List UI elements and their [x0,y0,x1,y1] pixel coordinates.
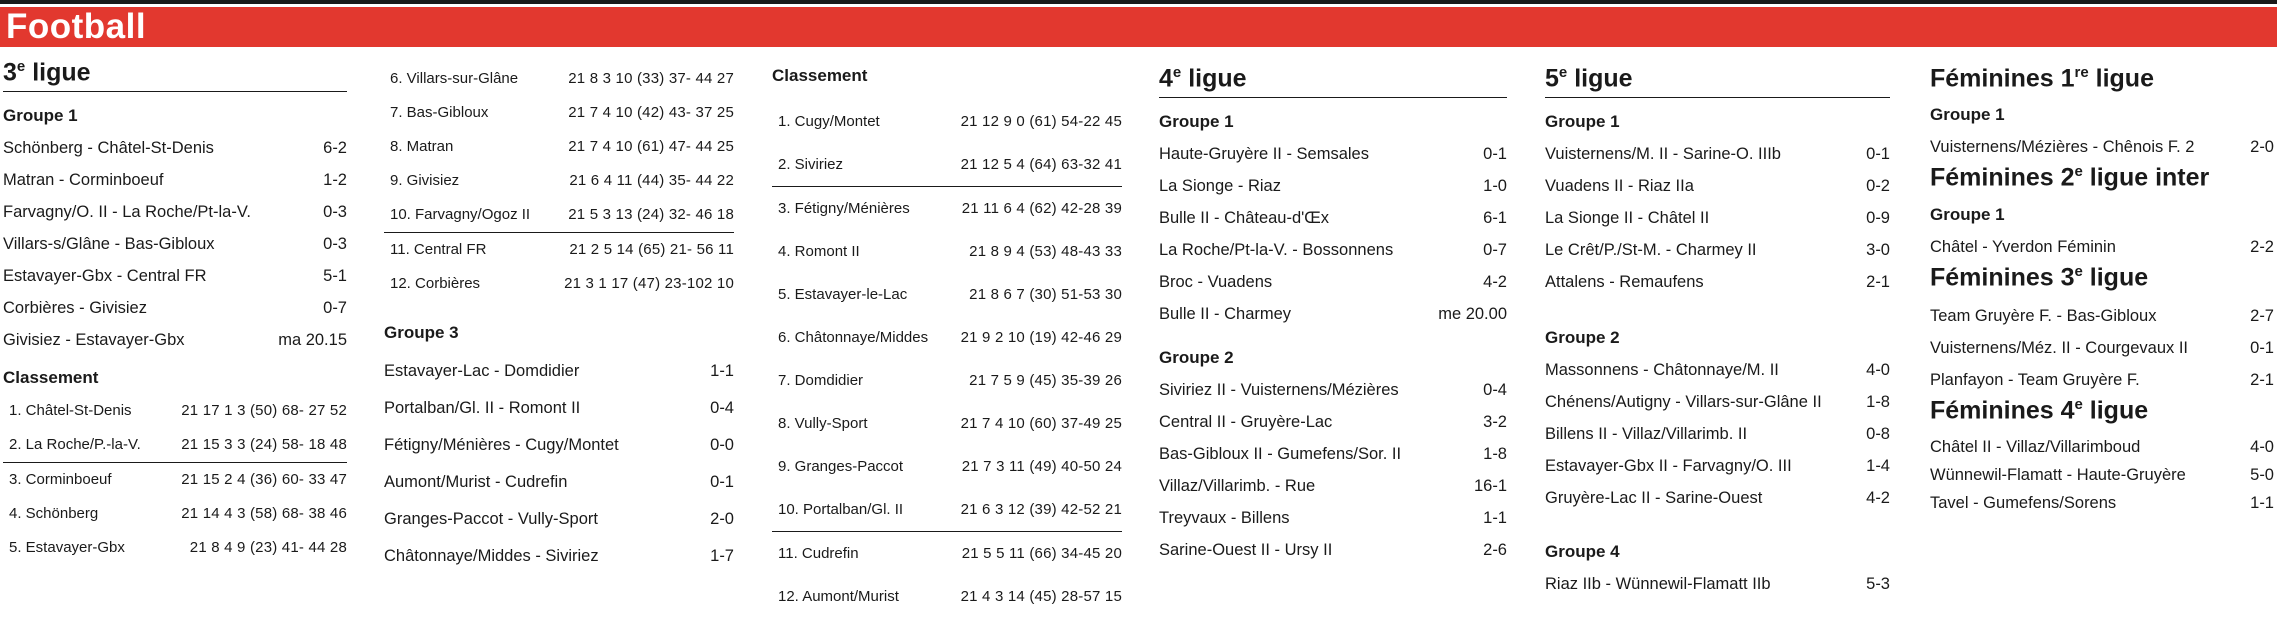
result-row [1159,266,1507,298]
team-stats: 21 6 3 12 (39) 42-52 21 [960,501,1122,518]
match-label: Team Gruyère F. - Bas-Gibloux [1930,306,2157,325]
team-name: 1. Châtel-St-Denis [9,402,132,420]
team-name: 6. Villars-sur-Glâne [390,70,519,87]
match-label: Broc - Vuadens [1159,273,1273,292]
match-label: Estavayer-Gbx II - Farvagny/O. III [1545,457,1792,476]
team-name: 7. Domdidier [778,372,864,389]
match-score: 0-4 [710,399,734,417]
match-label: Châtonnaye/Middes - Siviriez [384,547,599,565]
section-heading-4e-ligue: 4e ligue [1159,64,1507,98]
result-row [1930,364,2274,396]
standings-row [384,62,734,96]
match-score: 1-8 [1866,393,1890,412]
standings-row [772,187,1122,230]
column-4e-ligue [1159,64,1507,566]
team-stats: 21 8 4 9 (23) 41- 44 28 [189,539,347,557]
result-row [1545,266,1890,298]
result-row [1545,386,1890,418]
standings-row [772,230,1122,273]
team-stats: 21 15 2 4 (36) 60- 33 47 [181,471,347,489]
match-label: Corbières - Givisiez [3,299,147,318]
column-5e-ligue [1545,64,1890,600]
match-score: 1-2 [323,171,347,190]
section-heading-feminines-4e-ligue: Féminines 4e ligue [1930,395,2149,425]
result-row [1159,438,1507,470]
result-row [1930,489,2274,517]
column-feminines [1930,64,2274,517]
match-label: Billens II - Villaz/Villarimb. II [1545,425,1748,444]
match-score: 2-1 [2250,370,2274,389]
section-heading-feminines-1re-ligue: Féminines 1re ligue [1930,64,2154,93]
standings-row [384,233,734,267]
match-score: 2-0 [710,510,734,528]
group-title: Groupe 1 [1930,105,2005,125]
match-score: 0-8 [1866,425,1890,444]
standings-table [772,100,1122,618]
match-label: Haute-Gruyère II - Semsales [1159,145,1369,164]
match-label: La Sionge II - Châtel II [1545,209,1710,228]
team-name: 12. Aumont/Murist [778,588,899,605]
result-row [1930,332,2274,364]
banner-title: Football [6,7,147,46]
match-score: 5-0 [2250,466,2274,485]
result-row [1545,170,1890,202]
team-stats: 21 5 5 11 (66) 34-45 20 [961,545,1122,562]
match-label: Matran - Corminboeuf [3,171,164,190]
team-name: 10. Portalban/Gl. II [778,501,904,518]
team-stats: 21 7 4 10 (60) 37-49 25 [960,415,1122,432]
standings-row [3,497,347,531]
result-row [384,353,734,390]
column-3e-ligue-cont [384,62,734,575]
team-name: 9. Givisiez [390,172,460,189]
team-name: 12. Corbières [390,275,481,292]
match-score: 1-1 [710,362,734,380]
match-score: 6-1 [1483,209,1507,228]
match-label: Vuisternens/Mézières - Chênois F. 2 [1930,138,2195,157]
result-row [3,260,347,292]
team-name: 8. Vully-Sport [778,415,868,432]
team-name: 7. Bas-Gibloux [390,104,489,121]
team-stats: 21 2 5 14 (65) 21- 56 11 [569,241,734,258]
results-list [1930,300,2274,396]
team-stats: 21 9 2 10 (19) 42-46 29 [960,329,1122,346]
result-row [1930,300,2274,332]
match-score: 0-0 [710,436,734,454]
standings-row [384,130,734,164]
match-score: 0-1 [1483,145,1507,164]
standings-row [3,531,347,565]
team-name: 2. Siviriez [778,156,844,173]
result-row [1545,234,1890,266]
team-name: 6. Châtonnaye/Middes [778,329,929,346]
top-rule [0,0,2277,4]
match-score: 0-1 [2250,338,2274,357]
match-score: 3-2 [1483,413,1507,432]
standings-row [3,394,347,428]
match-label: Sarine-Ouest II - Ursy II [1159,541,1333,560]
match-score: 5-1 [323,267,347,286]
standings-row [772,359,1122,402]
standings-row [384,267,734,301]
match-score: 1-1 [1483,509,1507,528]
standings-row [772,100,1122,143]
team-stats: 21 7 4 10 (61) 47- 44 25 [568,138,734,155]
standings-row [772,402,1122,445]
result-row [1159,374,1507,406]
match-label: Bas-Gibloux II - Gumefens/Sor. II [1159,445,1402,464]
standings-row [772,532,1122,575]
result-row [1545,138,1890,170]
results-list [1930,231,2274,263]
team-stats: 21 8 3 10 (33) 37- 44 27 [568,70,734,87]
match-label: Bulle II - Charmey [1159,305,1292,324]
team-stats: 21 7 4 10 (42) 43- 37 25 [568,104,734,121]
standings-row [772,445,1122,488]
match-label: Châtel II - Villaz/Villarimboud [1930,438,2141,457]
standings-title: Classement [3,368,99,388]
results-list [384,353,734,575]
standings-row [3,428,347,463]
team-name: 3. Corminboeuf [9,471,112,489]
team-stats: 21 12 5 4 (64) 63-32 41 [960,156,1122,173]
team-name: 4. Romont II [778,243,860,260]
result-row [1159,202,1507,234]
match-label: Riaz IIb - Wünnewil-Flamatt IIb [1545,575,1771,594]
results-list [1545,354,1890,514]
result-row [1159,234,1507,266]
match-score: ma 20.15 [278,331,347,350]
results-list [1930,131,2274,163]
match-label: Gruyère-Lac II - Sarine-Ouest [1545,489,1763,508]
standings-row [772,143,1122,187]
standings-row [772,575,1122,618]
result-row [384,501,734,538]
match-score: 0-1 [1866,145,1890,164]
results-list [1159,138,1507,330]
match-label: Attalens - Remaufens [1545,273,1704,292]
section-heading-feminines-3e-ligue: Féminines 3e ligue [1930,262,2149,291]
team-name: 11. Central FR [390,241,487,258]
standings-table [3,394,347,565]
result-row [1159,406,1507,438]
match-score: 2-6 [1483,541,1507,560]
results-list [1545,568,1890,600]
match-label: Granges-Paccot - Vully-Sport [384,510,598,528]
match-label: La Roche/Pt-la-V. - Bossonnens [1159,241,1394,260]
result-row [3,164,347,196]
match-score: 16-1 [1473,477,1507,496]
team-name: 2. La Roche/P.-la-V. [9,436,141,454]
results-list [1159,374,1507,566]
match-score: 0-3 [323,203,347,222]
match-label: Givisiez - Estavayer-Gbx [3,331,185,350]
team-stats: 21 5 3 13 (24) 32- 46 18 [568,206,734,223]
result-row [1159,138,1507,170]
match-score: 4-2 [1866,489,1890,508]
result-row [384,464,734,501]
result-row [1159,502,1507,534]
standings-row [384,164,734,198]
team-name: 5. Estavayer-Gbx [9,539,125,557]
result-row [1159,470,1507,502]
match-score: 4-0 [2250,438,2274,457]
standings-row [384,198,734,233]
team-stats: 21 4 3 14 (45) 28-57 15 [960,588,1122,605]
match-label: Estavayer-Gbx - Central FR [3,267,207,286]
match-label: Fétigny/Ménières - Cugy/Montet [384,436,619,454]
group-title: Groupe 1 [3,106,78,126]
match-label: Tavel - Gumefens/Sorens [1930,494,2117,513]
result-row [1545,450,1890,482]
group-title: Groupe 4 [1545,542,1620,562]
team-name: 1. Cugy/Montet [778,113,880,130]
match-score: 4-0 [1866,361,1890,380]
match-score: 6-2 [323,139,347,158]
match-score: 0-9 [1866,209,1890,228]
match-label: Le Crêt/P./St-M. - Charmey II [1545,241,1757,260]
column-classement-groupe3 [772,64,1122,618]
team-name: 10. Farvagny/Ogoz II [390,206,531,223]
team-stats: 21 8 9 4 (53) 48-43 33 [969,243,1122,260]
team-stats: 21 14 4 3 (58) 68- 38 46 [181,505,347,523]
match-score: 5-3 [1866,575,1890,594]
match-label: Vuisternens/M. II - Sarine-O. IIIb [1545,145,1781,164]
team-name: 9. Granges-Paccot [778,458,904,475]
result-row [1930,231,2274,263]
group-title: Groupe 2 [1545,328,1620,348]
standings-row [384,96,734,130]
result-row [1545,482,1890,514]
match-label: Schönberg - Châtel-St-Denis [3,139,214,158]
match-score: 3-0 [1866,241,1890,260]
team-name: 5. Estavayer-le-Lac [778,286,908,303]
section-heading-feminines-2e-ligue-inter: Féminines 2e ligue inter [1930,163,2210,192]
team-stats: 21 6 4 11 (44) 35- 44 22 [569,172,734,189]
result-row [3,132,347,164]
team-name: 4. Schönberg [9,505,99,523]
match-label: Central II - Gruyère-Lac [1159,413,1333,432]
result-row [3,324,347,356]
match-score: 0-1 [710,473,734,491]
result-row [384,390,734,427]
match-label: Aumont/Murist - Cudrefin [384,473,568,491]
results-list [1930,433,2274,517]
team-name: 11. Cudrefin [778,545,859,562]
match-score: 1-7 [710,547,734,565]
match-score: 0-7 [323,299,347,318]
result-row [384,427,734,464]
match-score: 4-2 [1483,273,1507,292]
result-row [3,196,347,228]
match-label: Estavayer-Lac - Domdidier [384,362,580,380]
results-list [1545,138,1890,298]
standings-table [384,62,734,301]
match-score: 1-0 [1483,177,1507,196]
match-label: La Sionge - Riaz [1159,177,1281,196]
team-stats: 21 11 6 4 (62) 42-28 39 [961,200,1122,217]
team-name: 3. Fétigny/Ménières [778,200,910,217]
result-row [3,228,347,260]
group-title: Groupe 1 [1930,204,2005,224]
group-title: Groupe 1 [1159,112,1234,132]
match-label: Châtel - Yverdon Féminin [1930,237,2116,256]
result-row [1159,534,1507,566]
team-stats: 21 3 1 17 (47) 23-102 10 [564,275,734,292]
group-title: Groupe 1 [1545,112,1620,132]
team-stats: 21 17 1 3 (50) 68- 27 52 [181,402,347,420]
result-row [1159,298,1507,330]
result-row [1545,354,1890,386]
match-score: 2-7 [2250,306,2274,325]
standings-row [772,273,1122,316]
result-row [384,538,734,575]
match-score: 0-7 [1483,241,1507,260]
match-label: Planfayon - Team Gruyère F. [1930,370,2140,389]
match-score: 0-4 [1483,381,1507,400]
section-banner [0,7,2277,47]
match-label: Treyvaux - Billens [1159,509,1290,528]
results-list [3,132,347,356]
match-score: 2-2 [2250,237,2274,256]
result-row [1930,131,2274,163]
standings-row [772,316,1122,359]
match-label: Vuisternens/Méz. II - Courgevaux II [1930,338,2188,357]
result-row [1159,170,1507,202]
standings-row [772,488,1122,532]
team-stats: 21 7 5 9 (45) 35-39 26 [969,372,1122,389]
group-title: Groupe 3 [384,323,459,342]
match-score: 2-0 [2250,138,2274,157]
team-stats: 21 7 3 11 (49) 40-50 24 [961,458,1122,475]
match-score: 0-3 [323,235,347,254]
standings-title: Classement [772,66,868,85]
match-label: Farvagny/O. II - La Roche/Pt-la-V. [3,203,251,222]
result-row [1930,461,2274,489]
match-label: Portalban/Gl. II - Romont II [384,399,581,417]
match-score: 1-8 [1483,445,1507,464]
match-label: Chénens/Autigny - Villars-sur-Glâne II [1545,393,1822,412]
result-row [1545,568,1890,600]
result-row [1545,418,1890,450]
match-label: Wünnewil-Flamatt - Haute-Gruyère [1930,466,2186,485]
section-heading-5e-ligue: 5e ligue [1545,64,1890,98]
team-stats: 21 8 6 7 (30) 51-53 30 [969,286,1122,303]
section-heading-3e-ligue: 3e ligue [3,58,347,92]
match-score: 1-1 [2250,494,2274,513]
team-name: 8. Matran [390,138,454,155]
team-stats: 21 12 9 0 (61) 54-22 45 [960,113,1122,130]
result-row [3,292,347,324]
team-stats: 21 15 3 3 (24) 58- 18 48 [181,436,347,454]
match-label: Villars-s/Glâne - Bas-Gibloux [3,235,215,254]
match-label: Massonnens - Châtonnaye/M. II [1545,361,1779,380]
match-label: Vuadens II - Riaz IIa [1545,177,1694,196]
match-label: Villaz/Villarimb. - Rue [1159,477,1316,496]
match-label: Siviriez II - Vuisternens/Mézières [1159,381,1399,400]
result-row [1930,433,2274,461]
match-label: Bulle II - Château-d'Œx [1159,209,1330,228]
group-title: Groupe 2 [1159,348,1234,368]
match-score: 0-2 [1866,177,1890,196]
match-score: me 20.00 [1438,305,1507,324]
match-score: 1-4 [1866,457,1890,476]
column-3e-ligue [3,58,347,565]
match-score: 2-1 [1866,273,1890,292]
result-row [1545,202,1890,234]
standings-row [3,463,347,497]
